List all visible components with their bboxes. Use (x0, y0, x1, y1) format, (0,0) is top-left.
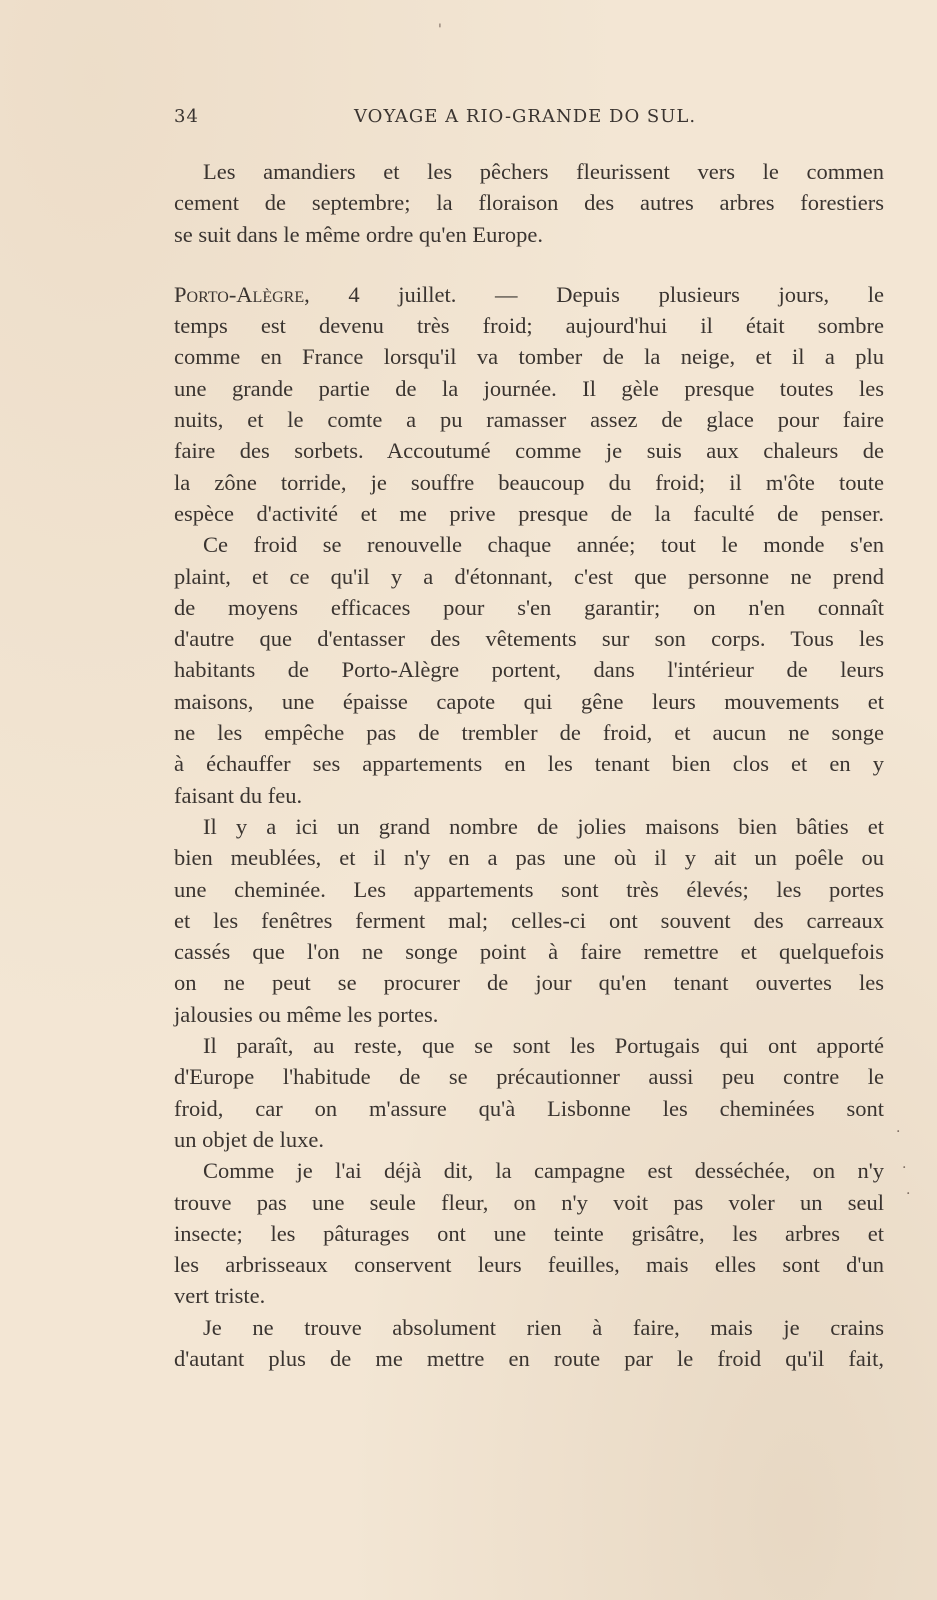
text-line: un objet de luxe. (174, 1126, 324, 1152)
text-line: insecte; les pâturages ont une teinte grisâtre, les arbres et (174, 1220, 884, 1246)
paragraph-4 (174, 811, 884, 1030)
paper-speck: · (906, 1186, 911, 1202)
text-line: d'Europe l'habitude de se précautionner aussi peu contre le (174, 1064, 884, 1090)
date-line-rest: , 4 juillet. — Depuis plusieurs jours, le (304, 281, 884, 307)
text-line: Je ne trouve absolument rien à faire, mais je crains (203, 1314, 884, 1340)
paragraph-5 (174, 1030, 884, 1155)
text-line: de moyens efficaces pour s'en garantir; on n'en connaît (174, 594, 884, 620)
text-line: nuits, et le comte a pu ramasser assez de glace pour faire (174, 407, 884, 433)
text-line: Ce froid se renouvelle chaque année; tout le monde s'en (203, 532, 884, 558)
text-line: la zône torride, je souffre beaucoup du froid; il m'ôte toute (174, 469, 884, 495)
text-line: Comme je l'ai déjà dit, la campagne est desséchée, on n'y (203, 1158, 884, 1184)
text-line: à échauffer ses appartements en les tenant bien clos et en y (174, 751, 884, 777)
paper-speck: · (896, 1124, 901, 1140)
text-line: comme en France lorsqu'il va tomber de la neige, et il a plu (174, 344, 884, 370)
paragraph-7 (174, 1312, 884, 1375)
text-line: habitants de Porto-Alègre portent, dans l'intérieur de leurs (174, 657, 884, 683)
text-line: Il y a ici un grand nombre de jolies maisons bien bâties et (203, 813, 884, 839)
text-line: faisant du feu. (174, 782, 303, 808)
text-line: bien meublées, et il n'y en a pas une où il y ait un poêle ou (174, 845, 884, 871)
paper-speck: · (902, 1160, 907, 1176)
text-line: maisons, une épaisse capote qui gêne leurs mouvements et (174, 688, 884, 714)
text-line: jalousies ou même les portes. (174, 1001, 439, 1027)
text-line: se suit dans le même ordre qu'en Europe. (174, 221, 543, 247)
text-line: ne les empêche pas de trembler de froid, et aucun ne songe (174, 720, 884, 746)
text-line: Les amandiers et les pêchers fleurissent vers le commen (203, 159, 884, 184)
running-title: VOYAGE A RIO-GRANDE DO SUL. (354, 106, 697, 127)
paragraph-6 (174, 1155, 884, 1311)
text-line: d'autant plus de me mettre en route par le froid qu'il fait, (174, 1345, 884, 1371)
section-gap (174, 250, 884, 279)
text-line: vert triste. (174, 1283, 266, 1309)
text-line (174, 279, 884, 310)
text-line: temps est devenu très froid; aujourd'hui il était sombre (174, 313, 884, 339)
text-line: on ne peut se procurer de jour qu'en tenant ouvertes les (174, 970, 884, 996)
text-line: Il paraît, au reste, que se sont les Portugais qui ont apporté (203, 1033, 884, 1059)
text-line: cassés que l'on ne songe point à faire remettre et quelquefois (174, 939, 884, 965)
text-line: espèce d'activité et me prive presque de la faculté de penser. (174, 500, 884, 526)
body-text (174, 156, 884, 1374)
text-line: faire des sorbets. Accoutumé comme je suis aux chaleurs de (174, 438, 884, 464)
text-line: une grande partie de la journée. Il gèle presque toutes les (174, 375, 884, 401)
text-line: d'autre que d'entasser des vêtements sur son corps. Tous les (174, 626, 884, 652)
text-line: une cheminée. Les appartements sont très élevés; les portes (174, 876, 884, 902)
page-header (174, 106, 704, 132)
text-line: plaint, et ce qu'il y a d'étonnant, c'est que personne ne prend (174, 563, 884, 589)
text-line: et les fenêtres ferment mal; celles-ci ont souvent des carreaux (174, 907, 884, 933)
paragraph-3 (174, 529, 884, 811)
text-line: trouve pas une seule fleur, on n'y voit pas voler un seul (174, 1189, 884, 1215)
text-line: les arbrisseaux conservent leurs feuilles, mais elles sont d'un (174, 1252, 884, 1278)
text-line: froid, car on m'assure qu'à Lisbonne les cheminées sont (174, 1095, 884, 1121)
paper-speck: ' (438, 22, 442, 38)
text-line: cement de septembre; la floraison des autres arbres forestiers (174, 190, 884, 216)
paragraph-1 (174, 156, 884, 250)
page-number: 34 (174, 106, 199, 127)
place-heading: Porto-Alègre (174, 281, 305, 307)
paragraph-2 (174, 279, 884, 529)
